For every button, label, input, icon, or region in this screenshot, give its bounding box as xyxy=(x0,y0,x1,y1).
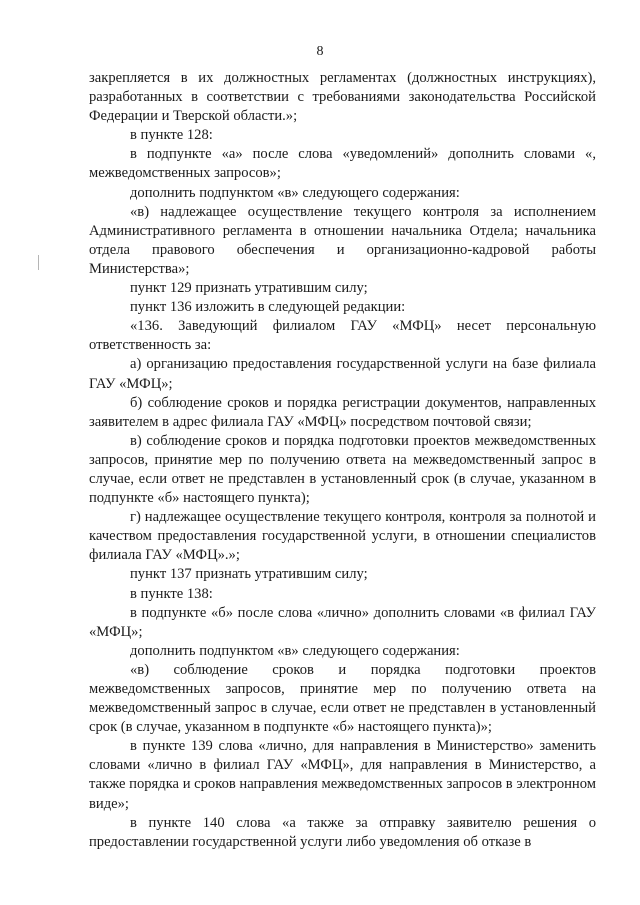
page-number: 8 xyxy=(316,44,324,59)
paragraph: в подпункте «а» после слова «уведомлений» дополнить словами «, межведомственных запросов»; xyxy=(89,146,596,182)
paragraph: в пункте 140 слова «а также за отправку заявителю решения о предоставлении государственной услуги либо уведомления об отказе в xyxy=(89,814,596,850)
paragraph: пункт 129 признать утратившим силу; xyxy=(130,280,368,297)
paragraph: б) соблюдение сроков и порядка регистрации документов, направленных заявителем в адрес филиала ГАУ «МФЦ» посредством почтовой связи; xyxy=(89,394,596,430)
paragraph: дополнить подпунктом «в» следующего содержания: xyxy=(130,642,460,659)
paragraph: «в) соблюдение сроков и порядка подготовки проектов межведомственных запросов, принятие мер по получению ответа на межведомственный запрос в случае, если ответ не представлен в установленный срок (в случае, указанном в подпункте «б» настоящего пункта)»; xyxy=(89,661,596,736)
paragraph: а) организацию предоставления государственной услуги на базе филиала ГАУ «МФЦ»; xyxy=(89,356,596,392)
paragraph: дополнить подпунктом «в» следующего содержания: xyxy=(130,184,460,201)
paragraph: г) надлежащее осуществление текущего контроля, контроля за полнотой и качеством предоставления государственной услуги, в отношении специалистов филиала ГАУ «МФЦ».»; xyxy=(89,509,596,564)
paragraph: в пункте 128: xyxy=(130,127,213,144)
paragraph: в пункте 138: xyxy=(130,585,213,602)
paragraph: в) соблюдение сроков и порядка подготовки проектов межведомственных запросов, принятие мер по получению ответа на межведомственный запрос в случае, если ответ не представлен в установленный срок (в случае, указанном в подпункте «б» настоящего пункта); xyxy=(89,432,596,507)
paragraph: в подпункте «б» после слова «лично» дополнить словами «в филиал ГАУ «МФЦ»; xyxy=(89,604,596,640)
paragraph: «136. Заведующий филиалом ГАУ «МФЦ» несет персональную ответственность за: xyxy=(89,318,596,354)
margin-mark xyxy=(38,255,39,270)
paragraph: закрепляется в их должностных регламентах (должностных инструкциях), разработанных в соответствии с требованиями законодательства Российской Федерации и Тверской области.»; xyxy=(89,70,596,125)
paragraph: пункт 137 признать утратившим силу; xyxy=(130,566,368,583)
paragraph: в пункте 139 слова «лично, для направления в Министерство» заменить словами «лично в филиал ГАУ «МФЦ», для направления в Министерство, а также порядка и сроков направления межведомственных запросов в электронном виде»; xyxy=(89,738,596,812)
paragraph: пункт 136 изложить в следующей редакции: xyxy=(130,299,406,316)
document-body xyxy=(89,69,596,852)
paragraph: «в) надлежащее осуществление текущего контроля за исполнением Административного регламента в отношении начальника Отдела; начальника отдела правового обеспечения и организационно-кадровой работы Министерства»; xyxy=(89,203,596,277)
